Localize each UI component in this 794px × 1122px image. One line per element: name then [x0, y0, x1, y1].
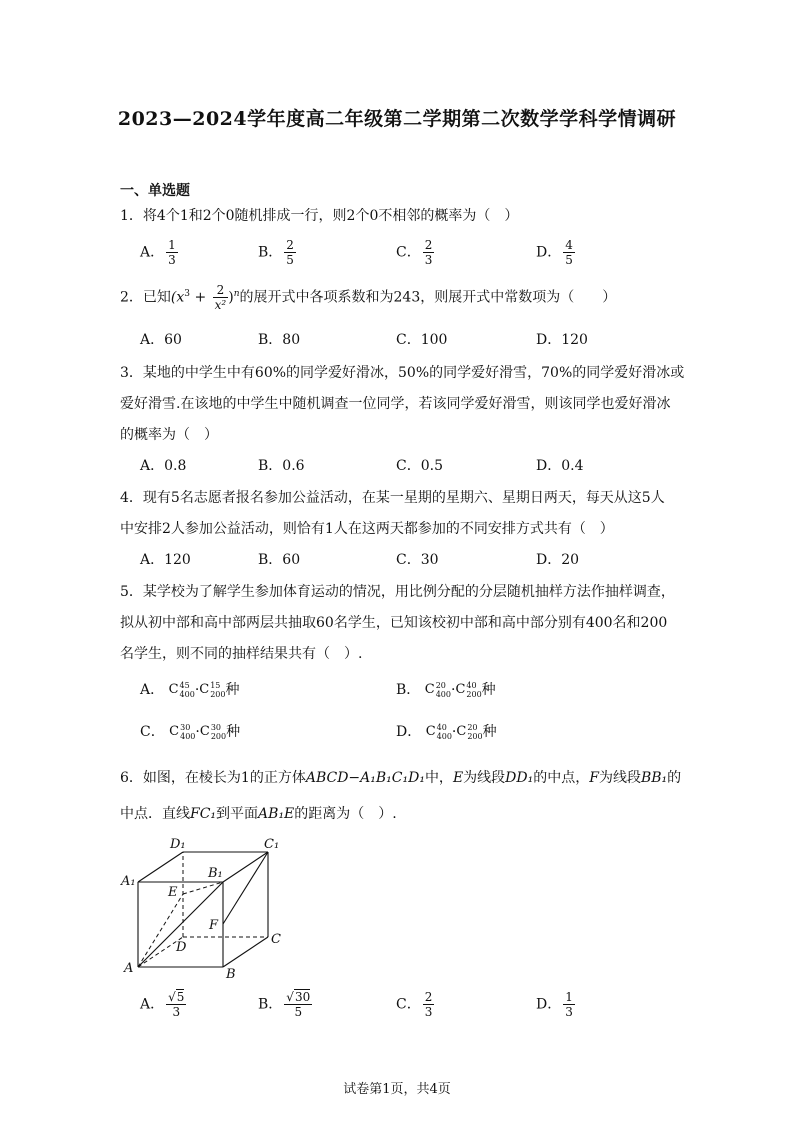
- q2-option-d: D．120: [536, 332, 588, 348]
- cube-figure: [118, 832, 298, 982]
- label-D: D: [176, 940, 187, 955]
- q3-option-c: C．0.5: [396, 458, 443, 474]
- q1-option-c: C． $\frac{2}{3}$: [396, 238, 433, 267]
- label-F: F: [209, 918, 219, 933]
- q1-option-d: D． $\frac{4}{5}$: [536, 238, 573, 267]
- line-F-C1: [223, 852, 268, 924]
- question-6-line-2: 中点．直线FC₁到平面AB₁E的距离为（ ）.: [120, 806, 397, 822]
- label-D1: D₁: [170, 837, 186, 852]
- q3-option-a: A．0.8: [140, 458, 187, 474]
- label-E: E: [168, 885, 178, 900]
- q3-option-d: D．0.4: [536, 458, 584, 474]
- question-3-line-2: 爱好滑雪.在该地的中学生中随机调查一位同学，若该同学爱好滑雪，则该同学也爱好滑冰: [120, 396, 671, 412]
- q4-option-c: C．30: [396, 552, 439, 568]
- label-B1: B₁: [208, 866, 223, 881]
- question-6-line-1: 6．如图，在棱长为1的正方体ABCD−A₁B₁C₁D₁中，E为线段DD₁的中点，F为线段BB₁的: [120, 770, 682, 786]
- q6-option-b: B． $\frac{√30}{5}$: [258, 990, 311, 1019]
- page-footer: 试卷第1页，共4页: [343, 1082, 451, 1097]
- label-A1: A₁: [121, 874, 136, 889]
- q5-option-d: D． C 40 400 ·C 20 200 种: [396, 722, 497, 741]
- question-3-line-3: 的概率为（ ）: [120, 427, 218, 443]
- q1-option-a: A． $\frac{1}{3}$: [140, 238, 176, 267]
- q4-option-d: D．20: [536, 552, 580, 568]
- q2-option-a: A．60: [140, 332, 182, 348]
- q2-option-c: C．100: [396, 332, 448, 348]
- q6-option-d: D． $\frac{1}{3}$: [536, 990, 573, 1019]
- label-C: C: [271, 932, 281, 947]
- question-5-line-3: 名学生，则不同的抽样结果共有（ ）.: [120, 646, 363, 662]
- page-title: 2023—2024学年度高二年级第二学期第二次数学学科学情调研: [117, 108, 677, 130]
- section-heading: 一、单选题: [120, 183, 190, 199]
- q5-option-a: A． C 45 400 ·C 15 200 种: [140, 680, 240, 699]
- question-5-line-2: 拟从初中部和高中部两层共抽取60名学生，已知该校初中部和高中部分别有400名和200: [120, 615, 668, 631]
- edge-B-C: [223, 937, 268, 967]
- q1-option-b: B． $\frac{2}{5}$: [258, 238, 294, 267]
- edge-B1-C1: [223, 852, 268, 882]
- q5-option-c: C． C 30 400 ·C 30 200 种: [140, 722, 241, 741]
- question-5-line-1: 5．某学校为了解学生参加体育运动的情况，用比例分配的分层随机抽样方法作抽样调查，: [120, 584, 675, 600]
- q6-option-a: A． $\frac{√5}{3}$: [140, 990, 185, 1019]
- question-1-text: 1．将4个1和2个0随机排成一行，则2个0不相邻的概率为（ ）: [120, 208, 519, 224]
- label-A: A: [124, 961, 134, 976]
- q5-option-b: B． C 20 400 ·C 40 200 种: [396, 680, 496, 699]
- question-3-line-1: 3．某地的中学生中有60%的同学爱好滑冰，50%的同学爱好滑雪，70%的同学爱好滑冰或: [120, 365, 685, 381]
- q2-option-b: B．80: [258, 332, 301, 348]
- q4-option-a: A．120: [140, 552, 191, 568]
- label-B: B: [226, 967, 236, 982]
- q4-option-b: B．60: [258, 552, 301, 568]
- question-4-line-2: 中安排2人参加公益活动，则恰有1人在这两天都参加的不同安排方式共有（ ）: [120, 521, 614, 537]
- q6-option-c: C． $\frac{2}{3}$: [396, 990, 433, 1019]
- edge-A1-D1: [138, 852, 183, 882]
- q3-option-b: B．0.6: [258, 458, 305, 474]
- label-C1: C₁: [264, 837, 280, 852]
- cube-edges: [138, 852, 268, 967]
- question-2-text: 2．已知($x^3$ + $\frac{2}{\text{x²}}$ )$^n$的展开式中各项系数和为243，则展开式中常数项为（ ）: [120, 283, 617, 312]
- line-A-E: [138, 894, 183, 967]
- question-4-line-1: 4．现有5名志愿者报名参加公益活动，在某一星期的星期六、星期日两天，每天从这5人: [120, 490, 665, 506]
